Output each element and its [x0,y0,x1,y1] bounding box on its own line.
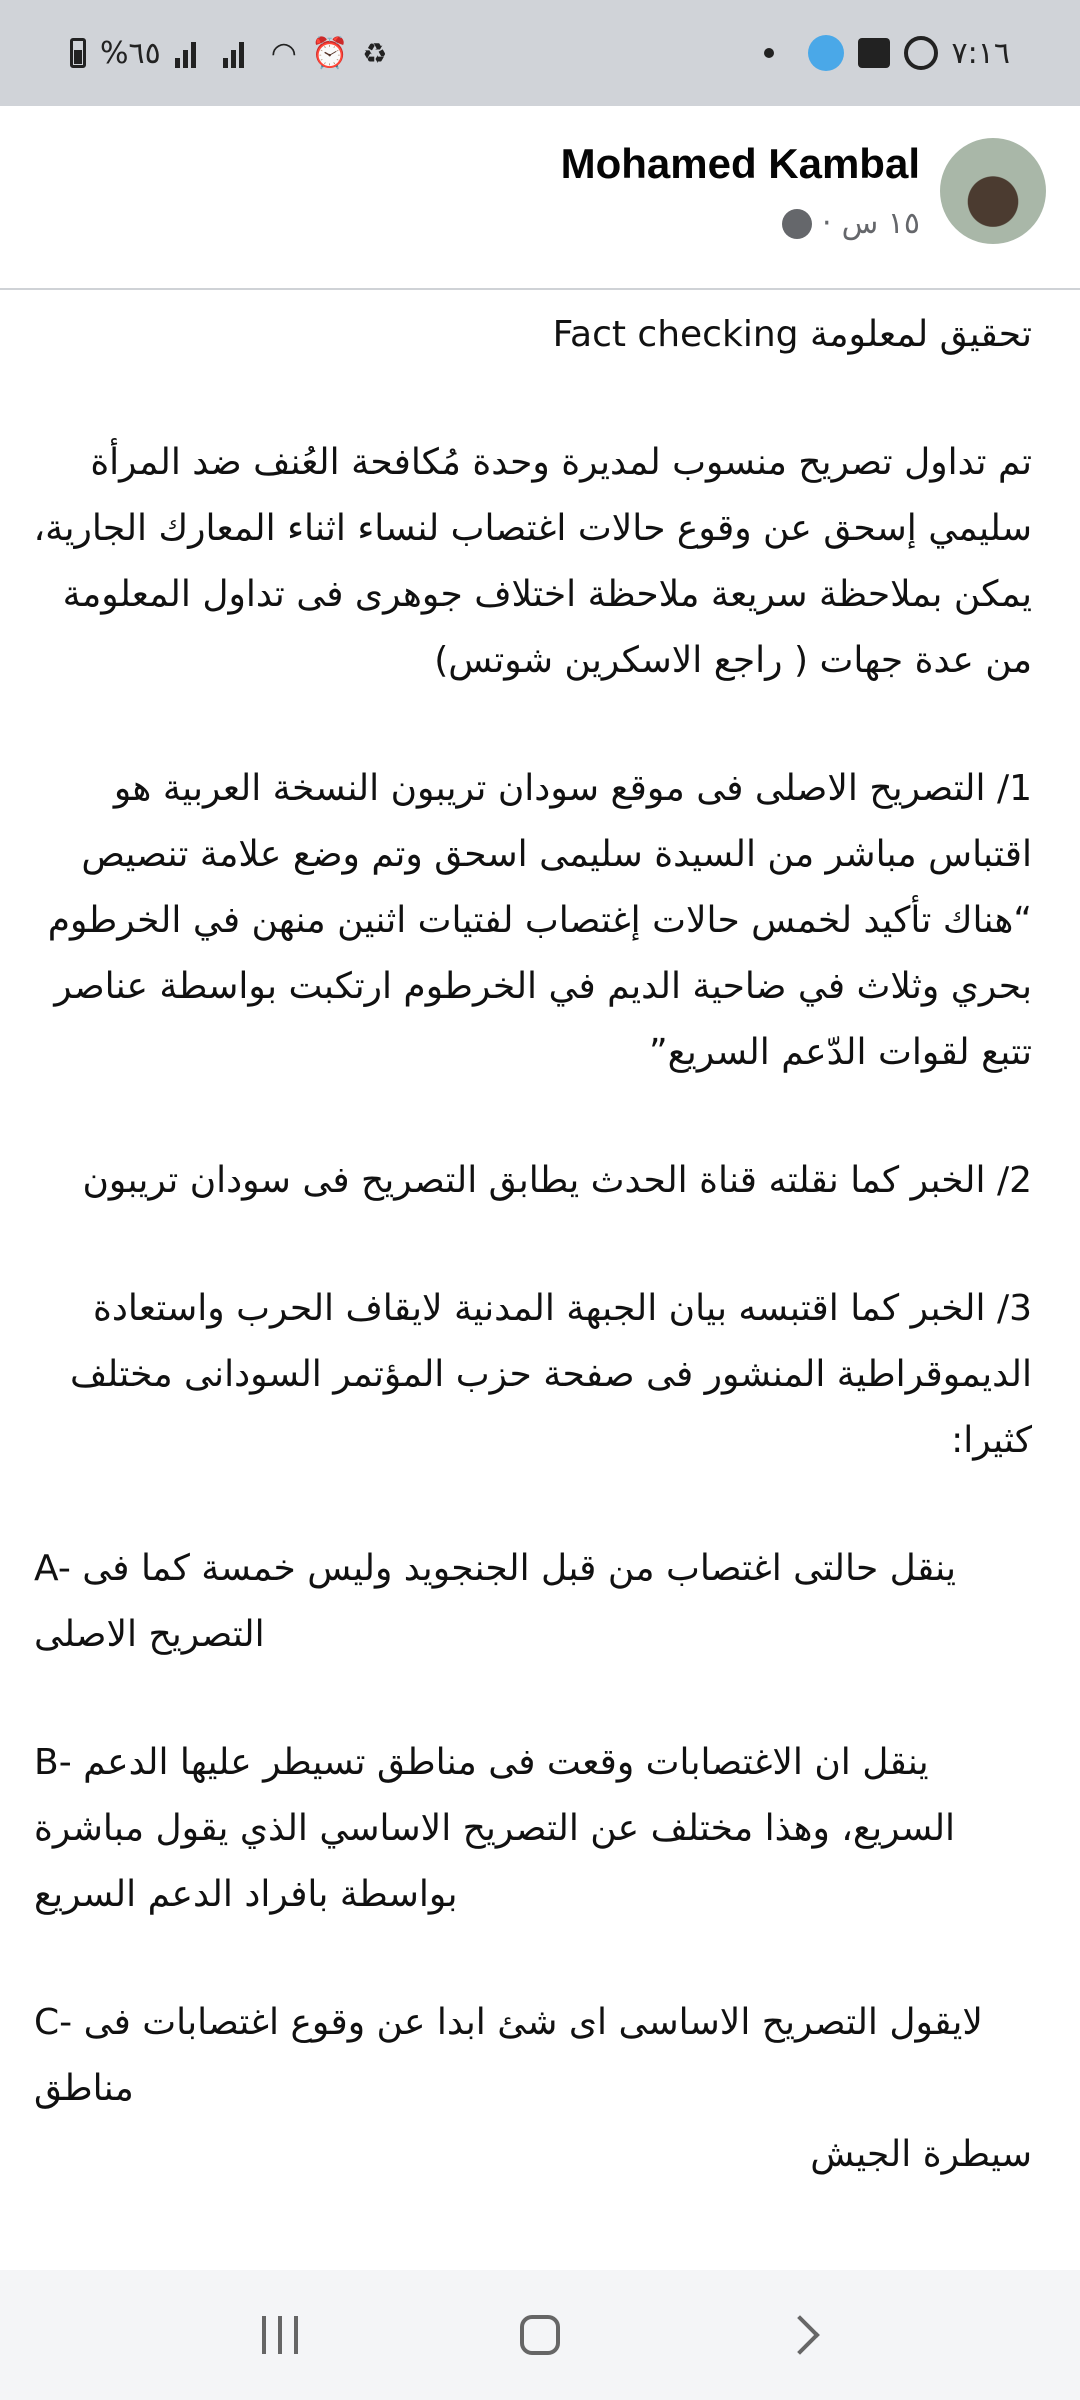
battery-saver-icon: ♻ [362,36,388,70]
post-body [30,296,1050,2270]
post-time[interactable]: ١٥ س [841,206,920,241]
recent-apps-button[interactable] [220,2295,340,2375]
status-left [70,36,387,71]
avatar[interactable] [940,138,1046,244]
alarm-icon: ⏰ [310,35,349,71]
vpn-key-icon [808,35,844,71]
meta-separator: · [822,206,832,241]
post-paragraph-1: 1/ التصريح الاصلى فى موقع سودان تريبون النسخة العربية هو اقتباس مباشر من السيدة سليمى اسحق وتم وضع علامة تنصيص “هناك تأكيد لخمس حالات إغتصاب لفتيات اثنين منهن في الخرطوم بحري وثلاث في ضاحية الديم في الخرطوم ارتكبت بواسطة عناصر تتبع لقوات الدّعم السريع” [47,768,1032,1073]
clock: ٧:١٦ [951,35,1010,71]
home-icon [520,2315,560,2355]
post-header [0,106,1080,290]
author-name[interactable]: Mohamed Kambal [560,140,920,187]
status-bar [0,0,1080,106]
recent-apps-icon [262,2316,266,2354]
signal-icon [175,38,209,68]
back-icon [780,2315,820,2355]
back-button[interactable] [740,2295,860,2375]
status-right [764,35,1010,71]
post-paragraph-c-cont: سيطرة الجيش [810,2134,1032,2175]
post-paragraph-b: B- ينقل ان الاغتصابات وقعت فى مناطق تسيطر عليها الدعم السريع، وهذا مختلف عن التصريح الاساسي الذي يقول مباشرة بواسطة بافراد الدعم السريع [34,1742,956,1915]
wifi-icon: ◠ [270,35,297,71]
post-title: تحقيق لمعلومة Fact checking [552,314,1032,355]
post-paragraph-intro: تم تداول تصريح منسوب لمديرة وحدة مُكافحة العُنف ضد المرأة سليمي إسحق عن وقوع حالات اغتصاب لنساء اثناء المعارك الجارية، يمكن بملاحظة سريعة ملاحظة اختلاف جوهرى فى تداول المعلومة من عدة جهات ( راجع الاسكرين شوتس) [33,442,1032,681]
signal-icon-2 [223,38,257,68]
navigation-bar [0,2270,1080,2400]
post-paragraph-2: 2/ الخبر كما نقلته قناة الحدث يطابق التصريح فى سودان تريبون [82,1160,1032,1201]
post-paragraph-a: A- ينقل حالتى اغتصاب من قبل الجنجويد وليس خمسة كما فى التصريح الاصلى [34,1548,957,1655]
post-paragraph-c: C- لايقول التصريح الاساسى اى شئ ابدا عن وقوع اغتصابات فى مناطق [34,2002,983,2109]
post-paragraph-3: 3/ الخبر كما اقتبسه بيان الجبهة المدنية لايقاف الحرب واستعادة الديموقراطية المنشور فى صفحة حزب المؤتمر السودانى مختلف كثيرا: [70,1288,1032,1461]
gallery-icon [858,38,890,68]
whatsapp-icon [904,36,938,70]
home-button[interactable] [480,2295,600,2375]
globe-icon[interactable] [782,209,812,239]
battery-icon [70,38,86,68]
battery-level: %٦٥ [100,35,161,71]
post-meta [782,206,920,241]
notification-dot-icon [764,48,774,58]
